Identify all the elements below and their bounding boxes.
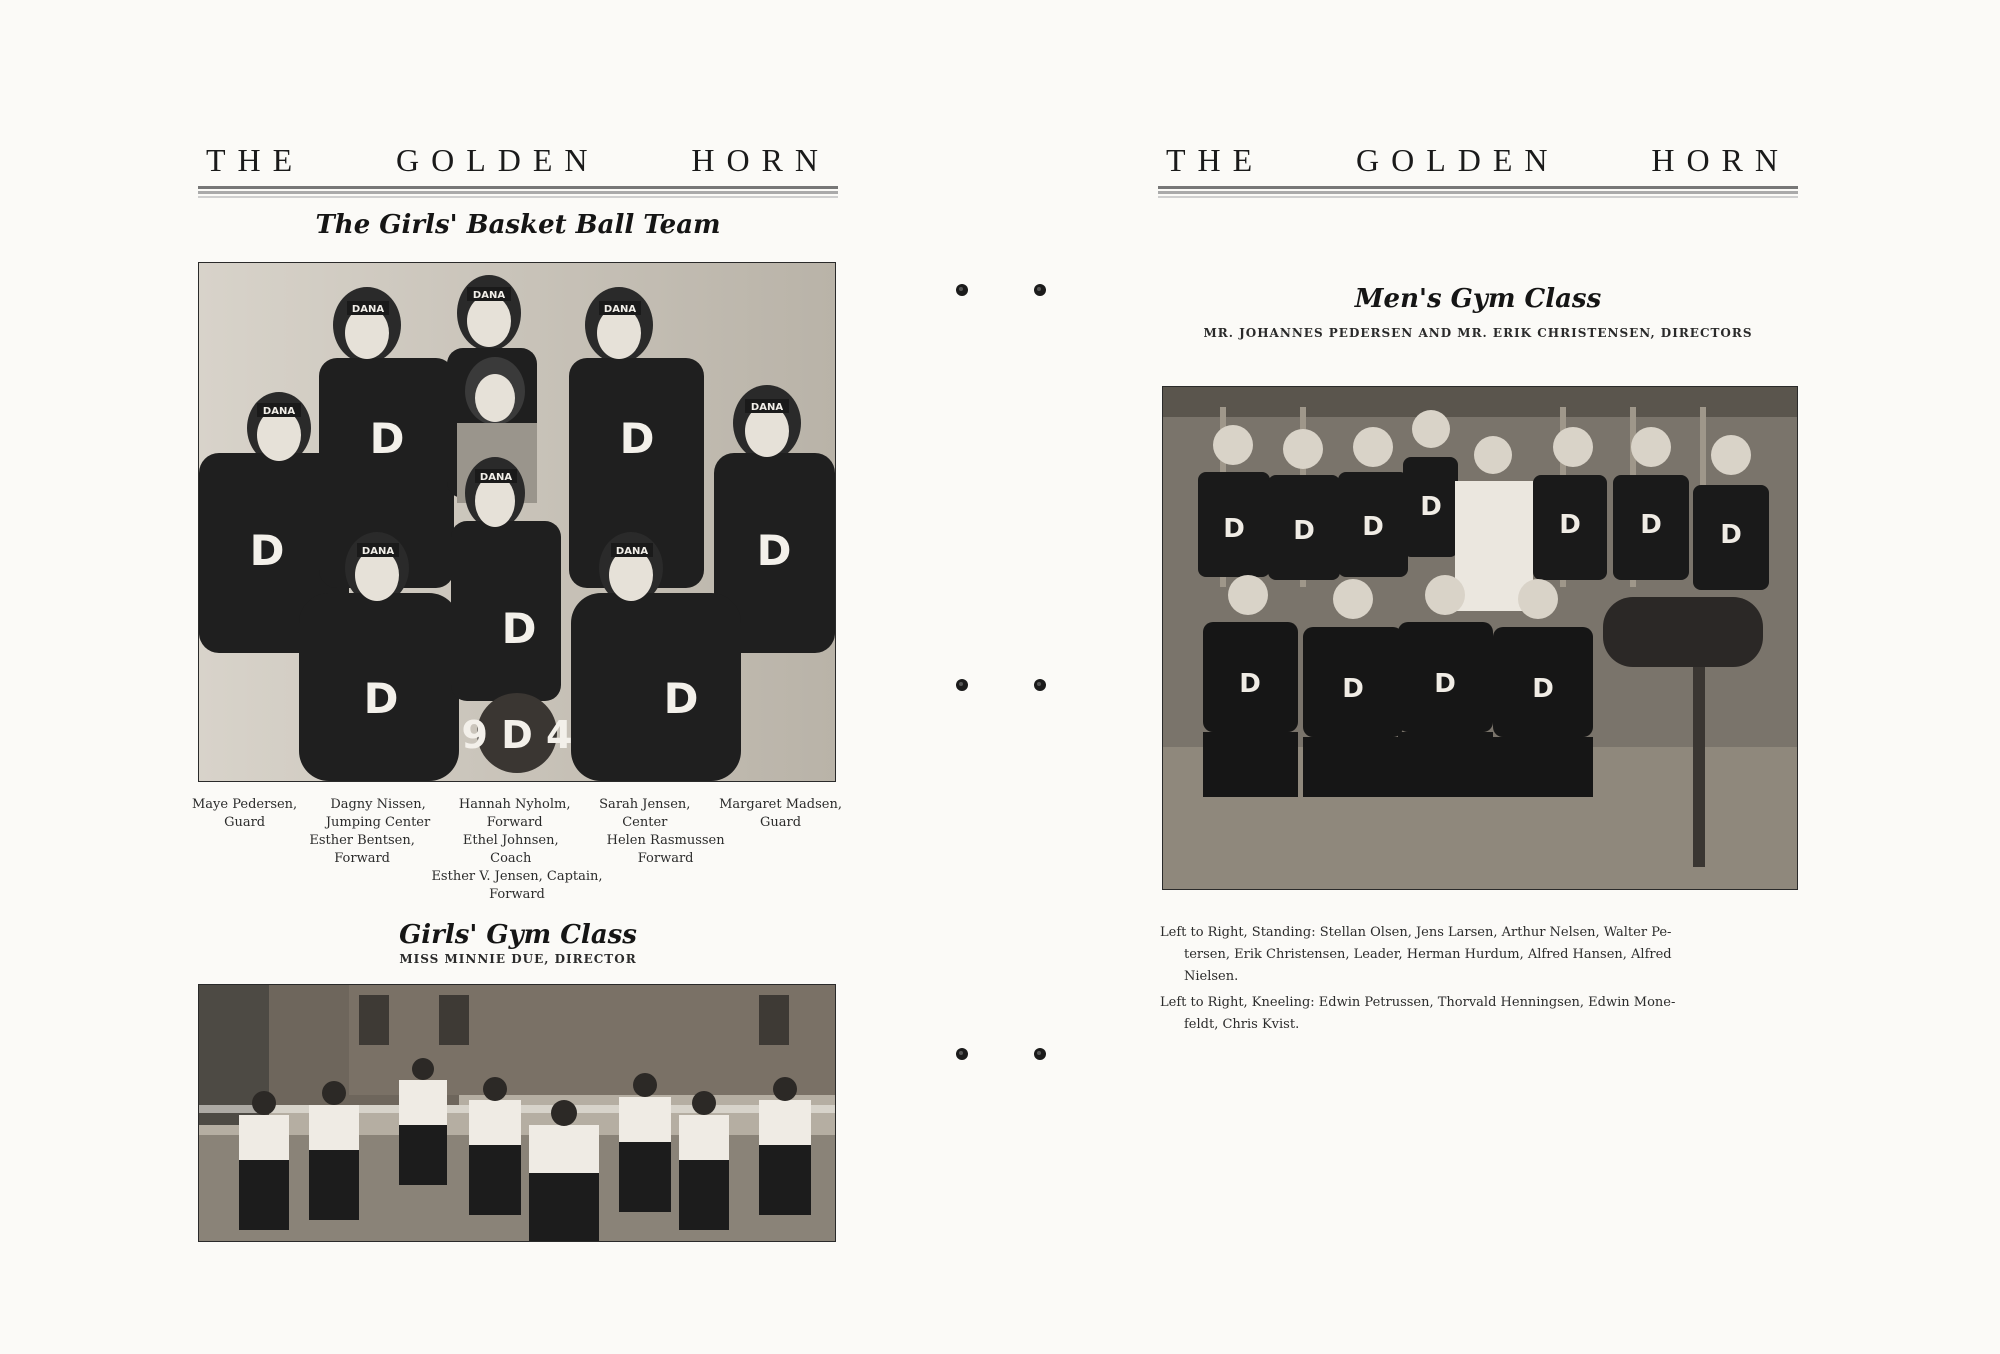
header-word-horn: HORN: [691, 141, 830, 178]
header-rule: [1158, 186, 1798, 189]
player-name: Esther Bentsen,: [309, 833, 415, 848]
headband-text: DANA: [262, 406, 296, 417]
player-name: Helen Rasmussen: [606, 833, 725, 848]
page-header-right: [1158, 140, 1798, 190]
jersey-letter: D: [501, 604, 537, 653]
roster-entry: [607, 832, 725, 868]
roster-entry: [459, 796, 571, 832]
headband-text: DANA: [603, 304, 637, 315]
caption-kneeling: [1160, 992, 1800, 1036]
basketball-team-photo: [198, 262, 836, 782]
binding-hole: [1034, 679, 1046, 691]
player-position: Center: [622, 815, 668, 830]
headband-text: DANA: [361, 546, 395, 557]
right-page: [1000, 0, 2000, 1354]
jersey-letter: D: [363, 674, 399, 723]
player-name: Dagny Nissen,: [330, 797, 426, 812]
roster-entry: [463, 832, 559, 868]
header-word-the: THE: [1166, 141, 1265, 178]
caption-line: feldt, Chris Kvist.: [1184, 1017, 1300, 1032]
jersey-letter: D: [1420, 492, 1442, 522]
binding-hole: [956, 1048, 968, 1060]
basketball-roster: [192, 796, 842, 904]
jersey-letter: D: [249, 526, 285, 575]
girls-gym-title: Girls' Gym Class: [399, 920, 637, 950]
mens-gym-title: Men's Gym Class: [1354, 284, 1602, 314]
caption-line: Nielsen.: [1184, 969, 1239, 984]
jersey-letter: D: [1640, 510, 1662, 540]
player-name: Ethel Johnsen,: [462, 833, 559, 848]
jersey-letter: D: [663, 674, 699, 723]
binding-hole: [956, 284, 968, 296]
caption-line: Left to Right, Kneeling: Edwin Petrussen, Thorvald Henningsen, Edwin Mone-: [1160, 995, 1676, 1010]
roster-entry: [192, 868, 842, 904]
header-word-golden: GOLDEN: [1356, 141, 1560, 178]
caption-line: tersen, Erik Christensen, Leader, Herman Hurdum, Alfred Hansen, Alfred: [1184, 947, 1672, 962]
jersey-letter: D: [1223, 514, 1245, 544]
jersey-letter: D: [756, 526, 792, 575]
roster-entry: [326, 796, 430, 832]
jersey-letter: D: [1362, 512, 1384, 542]
roster-entry: [192, 796, 297, 832]
binding-hole: [956, 679, 968, 691]
caption-line: Left to Right, Standing: Stellan Olsen, Jens Larsen, Arthur Nelsen, Walter Pe-: [1160, 925, 1672, 940]
player-name: Hannah Nyholm,: [458, 797, 571, 812]
jersey-letter: D: [369, 414, 405, 463]
header-word-horn: HORN: [1651, 141, 1790, 178]
jersey-letter: D: [619, 414, 655, 463]
girls-gym-director: MISS MINNIE DUE, DIRECTOR: [399, 952, 637, 966]
player-name: Esther V. Jensen, Captain,: [431, 869, 603, 884]
basketball-team-title: The Girls' Basket Ball Team: [315, 210, 721, 240]
page-header-title: [198, 140, 838, 180]
player-name: Margaret Madsen,: [719, 797, 842, 812]
header-word-golden: GOLDEN: [396, 141, 600, 178]
mens-gym-caption: [1160, 922, 1800, 1040]
girls-gym-photo: [198, 984, 836, 1242]
binding-hole: [1034, 1048, 1046, 1060]
jersey-letter: D: [1434, 669, 1456, 699]
roster-row: [192, 832, 842, 868]
player-position: Forward: [637, 851, 694, 866]
header-rule: [1158, 196, 1798, 198]
roster-entry: [309, 832, 415, 868]
jersey-letter: D: [1559, 510, 1581, 540]
roster-entry: [599, 796, 690, 832]
header-rule: [198, 191, 838, 194]
header-rule: [198, 196, 838, 198]
player-name: Sarah Jensen,: [599, 797, 691, 812]
player-position: Guard: [224, 815, 266, 830]
header-rule: [198, 186, 838, 189]
header-rule: [1158, 191, 1798, 194]
jersey-letter: D: [1342, 674, 1364, 704]
mens-gym-photo: [1162, 386, 1798, 890]
headband-text: DANA: [615, 546, 649, 557]
header-word-the: THE: [206, 141, 305, 178]
page-header-left: [198, 140, 838, 190]
headband-text: DANA: [472, 290, 506, 301]
caption-standing: [1160, 922, 1800, 988]
player-position: Forward: [334, 851, 390, 866]
headband-text: DANA: [479, 472, 513, 483]
player-position: Forward: [486, 815, 543, 830]
mens-gym-directors: MR. JOHANNES PEDERSEN AND MR. ERIK CHRISTENSEN, DIRECTORS: [1203, 326, 1753, 340]
player-position: Guard: [760, 815, 802, 830]
jersey-letter: D: [1239, 669, 1261, 699]
player-position: Forward: [489, 887, 545, 902]
binding-hole: [1034, 284, 1046, 296]
player-name: Maye Pedersen,: [192, 797, 298, 812]
headband-text: DANA: [750, 402, 784, 413]
headband-text: DANA: [351, 304, 385, 315]
page-header-title: [1158, 140, 1798, 180]
player-position: Coach: [490, 851, 532, 866]
roster-row: [192, 796, 842, 832]
player-position: Jumping Center: [325, 815, 431, 830]
jersey-letter: D: [1532, 674, 1554, 704]
jersey-letter: D: [1293, 516, 1315, 546]
jersey-letter: D: [1720, 520, 1742, 550]
ball-text: 9 D 4: [461, 713, 573, 757]
roster-entry: [719, 796, 842, 832]
